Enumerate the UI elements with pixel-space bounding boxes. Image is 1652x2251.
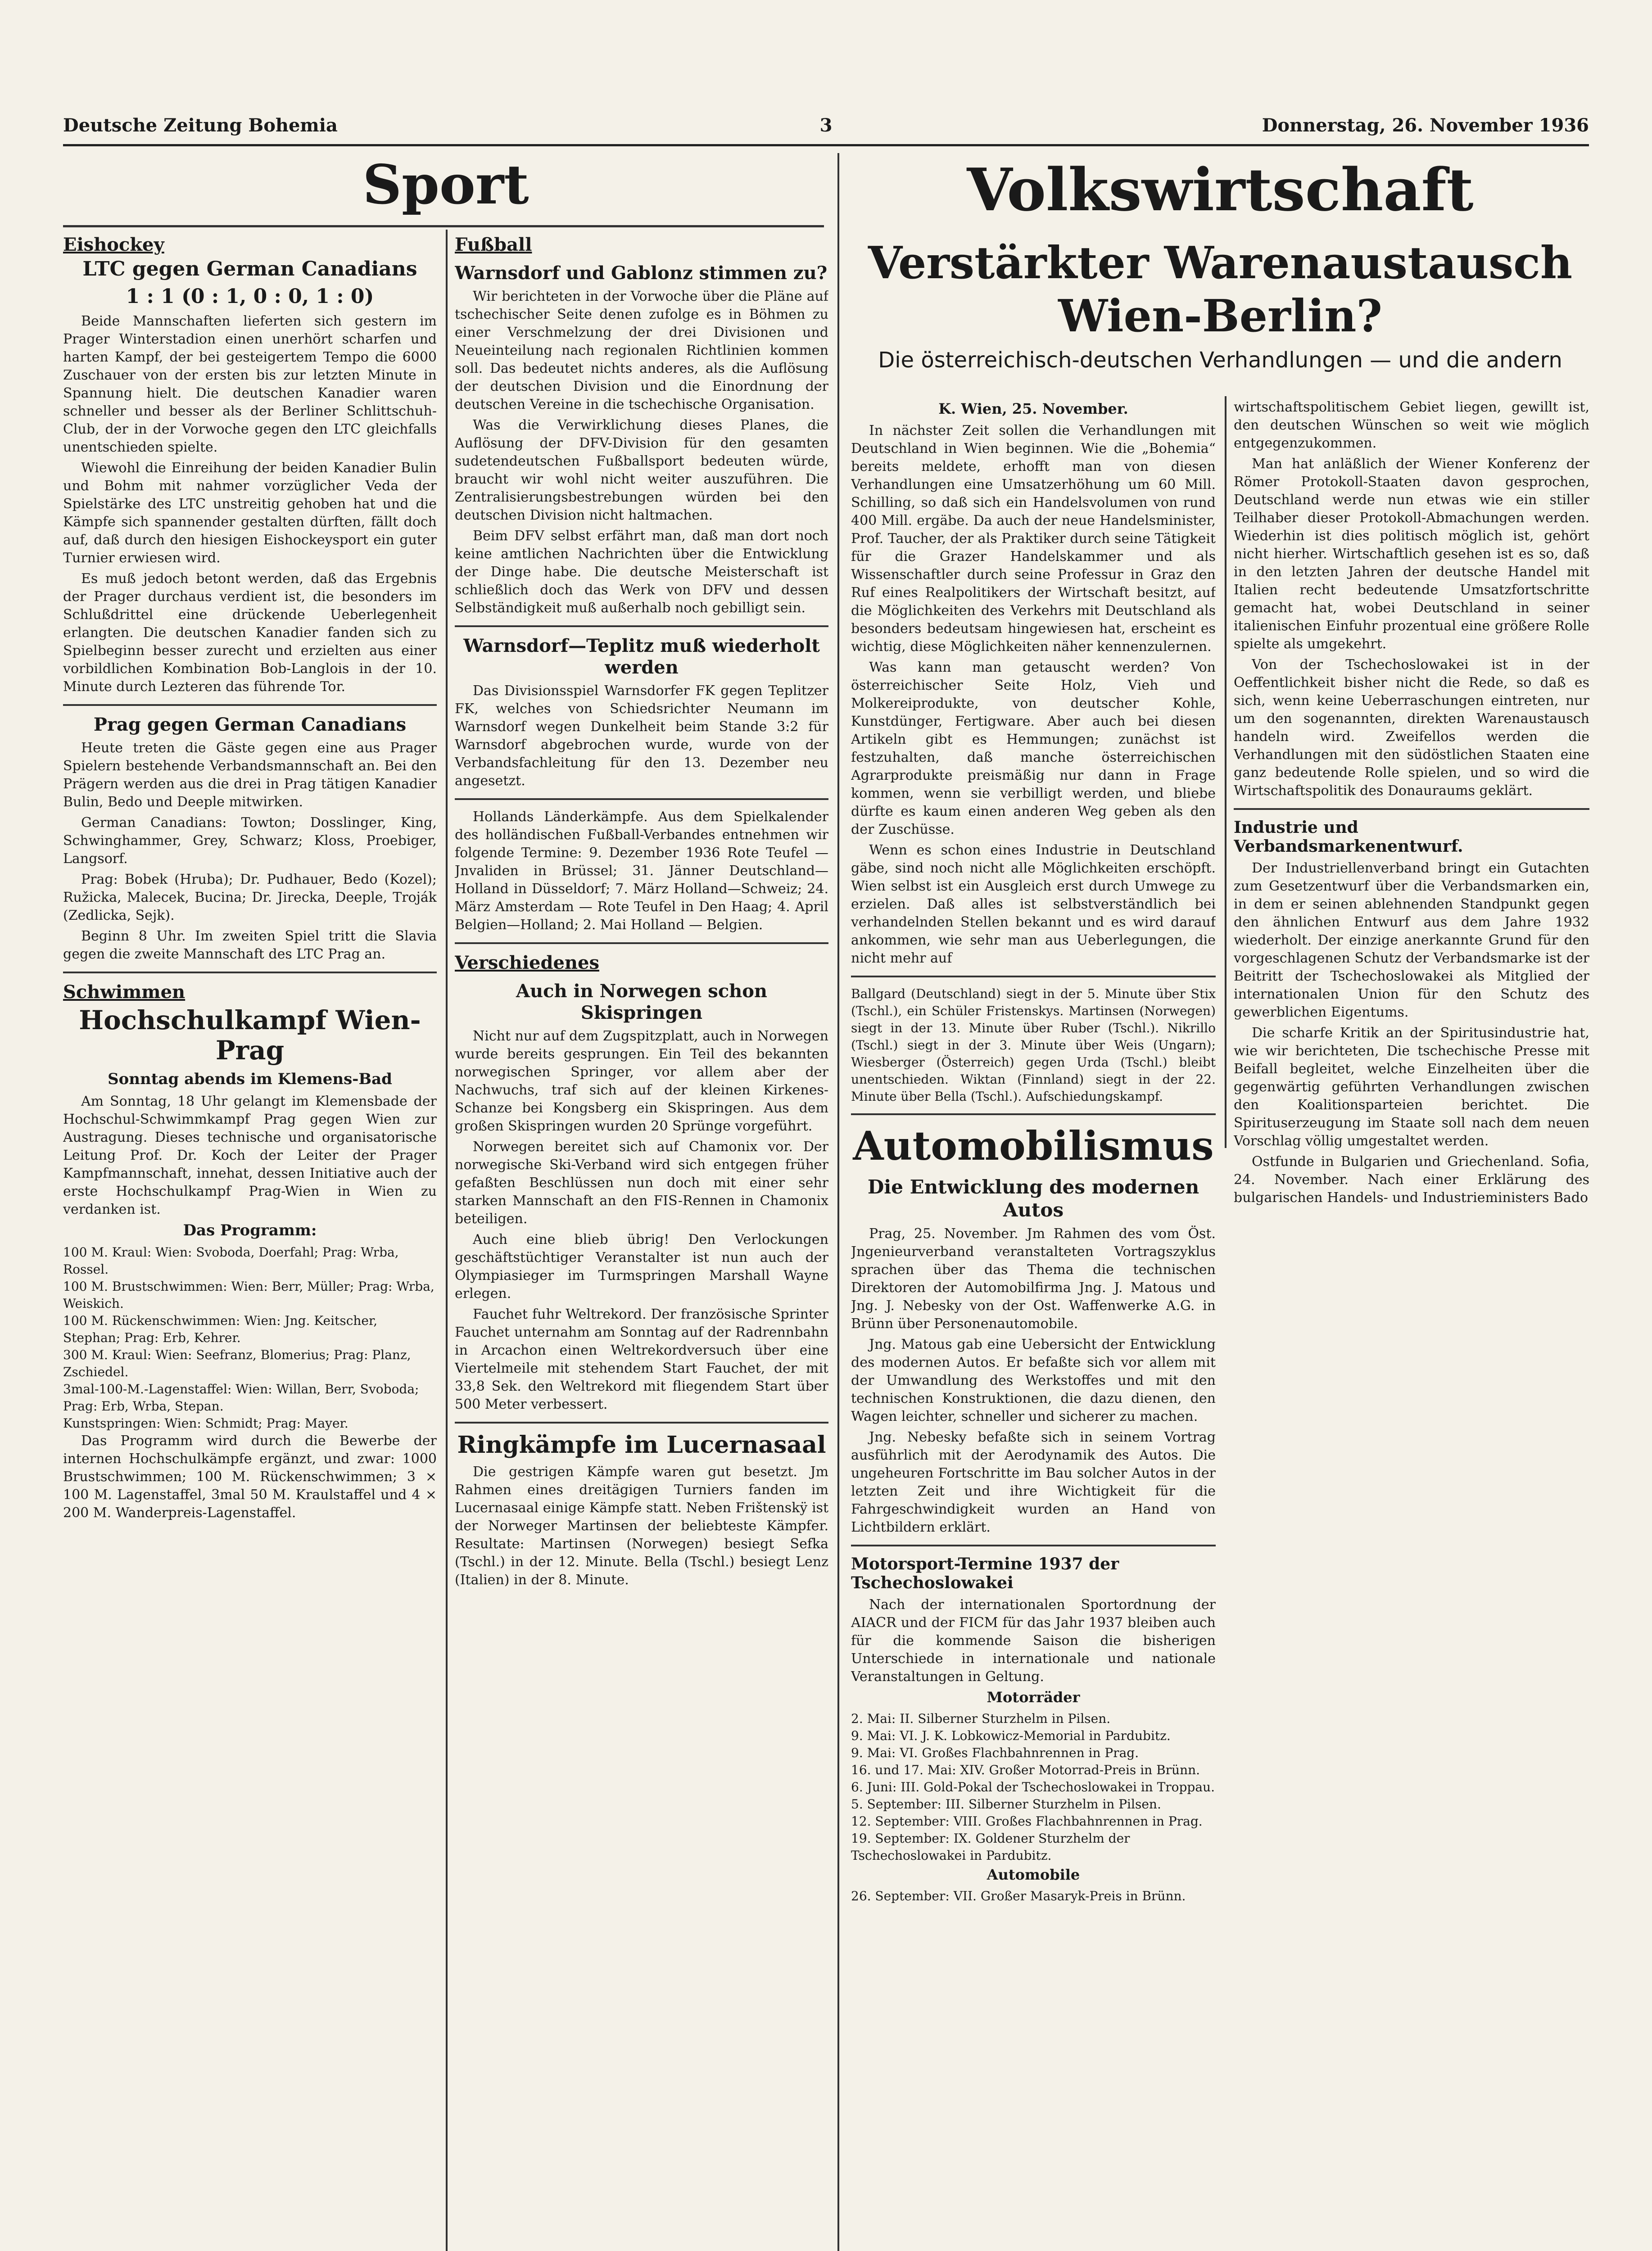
page-number: 3 [819,115,833,136]
wirtschaft-column-left [851,398,1216,2251]
termine-intro: Nach der internationalen Sportordnung der AIACR und der FICM für das Jahr 1937 bleiben auch für die kommende Saison die bisherigen Unterschiede in internationale und nationale Veranstaltungen in Geltung. [851,1596,1216,1685]
fussball-paragraph-1: Wir berichteten in der Vorwoche über die Pläne auf tschechischer Seite denen zufolge es in Böhmen zu einer Verschmelzung der drei Divisionen und Neueinteilung nach regionalen Richtlinien kommen soll. Das bedeutet nichts anderes, als die Auflösung der deutschen Division und die Einordnung der deutschen Vereine in die tschechische Organisation. [455,289,828,412]
industrie-paragraph-3: Ostfunde in Bulgarien und Griechenland. Sofia, 24. November. Nach einer Erklärung des bulgarischen Handels- und Industrieministers Bado [1234,1154,1589,1206]
divider [455,942,828,944]
program-title: Das Programm: [183,1221,317,1239]
program-item: 100 M. Brustschwimmen: Wien: Berr, Müller; Prag: Wrba, Weiskich. [63,1279,434,1311]
schwimmen-headline: Hochschulkampf Wien-Prag [79,1005,421,1066]
industrie-paragraph-2: Die scharfe Kritik an der Spiritusindustrie hat, wie wir berichteten, Die tschechische Presse mit Beifall begleitet, welche Einzelheiten über die gegenwärtig geführten Verhandlungen zwischen den Koalitionsparteien berichtet. Die Spirituserzeugung im Staate soll nach dem neuen Vorschlag völlig umgestaltet werden. [1234,1025,1589,1149]
divider [851,1545,1216,1546]
eishockey-headline: LTC gegen German Canadians [82,258,417,280]
issue-date: Donnerstag, 26. November 1936 [1262,115,1589,136]
automobilismus-paragraph-1: Prag, 25. November. Jm Rahmen des vom Öst. Jngenieurverband veranstalteten Vortragszyklus sprachen über das Thema die technischen Direktoren der Automobilfirma Jng. J. Matous und Jng. J. Nebesky von der Ost. Waffenwerke A.G. in Brünn über Personenautomobile. [851,1225,1216,1332]
fussball-rubric: Fußball [455,234,532,255]
sport-section-title: Sport [362,153,529,217]
sport-column-rule [446,230,448,2251]
wirtschaft-column-right [1234,398,1589,2251]
volkswirtschaft-section-title: Volkswirtschaft [967,155,1474,224]
divider [851,976,1216,977]
verschiedenes-paragraph-2: Norwegen bereitet sich auf Chamonix vor. Der norwegische Ski-Verband wird sich entgegen früher gefaßten Beschlüssen nun doch mit einer sehr starken Mannschaft an den FIS-Rennen in Chamonix beteiligen. [455,1139,828,1227]
eishockey-score: 1 : 1 (0 : 1, 0 : 0, 1 : 0) [126,285,374,308]
center-column-rule [837,153,839,2251]
termin-item: 2. Mai: II. Silberner Sturzhelm in Pilsen. [851,1711,1111,1726]
program-item: 100 M. Kraul: Wien: Svoboda, Doerfahl; Prag: Wrba, Rossel. [63,1244,399,1277]
termin-item: 5. September: III. Silberner Sturzhelm in Pilsen. [851,1796,1161,1812]
volkswirtschaft-head-block [851,234,1589,396]
sport-column-left [63,230,437,2251]
ringkampf-paragraph: Die gestrigen Kämpfe waren gut besetzt. Jm Rahmen eines dreitägigen Turniers fanden im Lucernasaal einige Kämpfe statt. Neben Frištenskÿ ist der Norweger Martinsen der beliebteste Kämpfer. Resultate: Martinsen (Norwegen) besiegt Sefka (Tschl.) in der 12. Minute. Bella (Tschl.) besiegt Lenz (Italien) in der 8. Minute. [455,1464,828,1588]
divider [455,798,828,800]
prag-canadians-paragraph-2: German Canadians: Towton; Dosslinger, King, Schwinghammer, Grey, Schwarz; Kloss, Proebiger, Langsorf. [63,815,437,867]
volkswirtschaft-paragraph-3: Wenn es schon eines Industrie in Deutschland gäbe, sind noch nicht alle Möglichkeiten erschöpft. Wien selbst ist ein Ausgleich erst durch Umwege zu erzielen. Daß alles ist selbstverständlich bei verhandelnden Stellen bekannt und es wird darauf ankommen, wie sehr man aus Ueberlegungen, die nicht mehr auf [851,842,1216,966]
volkswirtschaft-paragraph-1: In nächster Zeit sollen die Verhandlungen mit Deutschland in Wien beginnen. Wie die „Bohemia“ bereits meldete, erhofft man von diesen Verhandlungen eine Umsatzerhöhung um 60 Mill. Schilling, so daß sich ein Handelsvolumen von rund 400 Mill. ergäbe. Da auch der neue Handelsminister, Prof. Taucher, der als Praktiker durch seine Tätigkeit für die Grazer Handelskammer und als Wissenschaftler durch seine Professur in Graz den Ruf eines Realpolitikers der Wirtschaft besitzt, auf die Möglichkeiten des Verkehrs mit Deutschland als besonders bedeutsam hingewiesen hat, erscheint es wichtig, diese Möglichkeiten näher kennenzulernen. [851,423,1216,655]
automobile-head: Automobile [987,1866,1080,1883]
skispringen-headline: Auch in Norwegen schon Skispringen [516,981,768,1023]
program-item: 3mal-100-M.-Lagenstaffel: Wien: Willan, Berr, Svoboda; Prag: Erb, Wrba, Stepan. [63,1381,419,1414]
verschiedenes-paragraph-3: Auch eine blieb übrig! Den Verlockungen geschäftstüchtiger Veranstalter ist nun auch der Olympiasieger im Turmspringen Marshall Wayne erlegen. [455,1232,828,1302]
divider [455,1422,828,1424]
ringkampf-headline: Ringkämpfe im Lucernasaal [457,1431,826,1459]
schwimmen-paragraph-2: Das Programm wird durch die Bewerbe der internen Hochschulkämpfe ergänzt, und zwar: 1000 Brustschwimmen; 100 M. Rückenschwimmen; 3 × 100 M. Lagenstaffel, 3mal 50 M. Kraulstaffel und 4 × 200 M. Wanderpreis-Lagenstaffel. [63,1433,437,1521]
warnsdorf-headline: Warnsdorf—Teplitz muß wiederholt werden [463,635,820,678]
termin-item: 19. September: IX. Goldener Sturzhelm der Tschechoslowakei in Pardubitz. [851,1831,1130,1863]
divider [455,625,828,627]
schwimmen-rubric: Schwimmen [63,981,186,1003]
program-item: 300 M. Kraul: Wien: Seefranz, Blomerius; Prag: Planz, Zschiedel. [63,1347,411,1379]
program-item: Kunstspringen: Wien: Schmidt; Prag: Mayer. [63,1415,349,1431]
sport-title-rule [63,225,824,227]
termin-item: 26. September: VII. Großer Masaryk-Preis in Brünn. [851,1888,1186,1903]
prag-canadians-paragraph-3: Prag: Bobek (Hruba); Dr. Pudhauer, Bedo (Kozel); Ružicka, Malecek, Bucina; Dr. Jirecka, Deeple, Troják (Zedlicka, Sejk). [63,872,437,924]
header-rule [63,144,1589,146]
divider [63,704,437,706]
termin-item: 9. Mai: VI. J. K. Lobkowicz-Memorial in Pardubitz. [851,1728,1171,1743]
verschiedenes-paragraph-4: Fauchet fuhr Weltrekord. Der französische Sprinter Fauchet unternahm am Sonntag auf der Radrennbahn in Arcachon einen Weltrekordversuch über eine Viertelmeile mit stehendem Start Fauchet, der mit 33,8 Sek. den Weltrekord mit fliegendem Start über 500 Meter verbessert. [455,1306,828,1412]
volkswirtschaft-paragraph-2: Was kann man getauscht werden? Von österreichischer Seite Holz, Vieh und Molkereiprodukte, von deutscher Kohle, Kunstdünger, Fertigware. Aber auch bei diesen Artikeln gibt es Hemmungen; zunächst ist festzuhalten, daß manche österreichischen Agrarprodukte preismäßig nur dann in Frage kommen, wenn sie verbilligt werden, und bliebe dürfte es kaum einen anderen Weg geben als den der Zuschüsse. [851,660,1216,837]
dateline: K. Wien, 25. November. [938,400,1128,417]
termin-item: 16. und 17. Mai: XIV. Großer Motorrad-Preis in Brünn. [851,1762,1200,1777]
eishockey-rubric: Eishockey [63,234,164,255]
volkswirtschaft-paragraph-6: Von der Tschechoslowakei ist in der Oeffentlichkeit bisher nicht die Rede, so daß es sich, wenn keine Ueberraschungen eintreten, nur um den sogenannten, direkten Warenaustausch handeln wird. Zweifellos werden die Verhandlungen mit den südöstlichen Staaten eine ganz bedeutende Rolle spielen, und so wird die Wirtschaftspolitik des Donauraums geklärt. [1234,657,1589,799]
eishockey-paragraph-2: Wiewohl die Einreihung der beiden Kanadier Bulin und Bohm mit nahmer vorzüglicher Veda der Spielstärke des LTC unstreitig gehoben hat und die Kämpfe sich spannender gestalten dürften, fällt doch auf, daß durch den hiesigen Eishockeysport ein guter Turnier erwiesen wird. [63,460,437,566]
industrie-paragraph-1: Der Industriellenverband bringt ein Gutachten zum Gesetzentwurf über die Verbandsmarken ein, in dem er seinen ablehnenden Standpunkt gegen den ähnlichen Entwurf aus dem Jahre 1932 wiederholt. Der einzige anerkannte Grund für den vorgeschlagenen Schutz der Verbandsmarke ist der Beitritt der Tschechoslowakei als Mitglied der internationalen Union für den Schutz des gewerblichen Eigentums. [1234,860,1589,1020]
schwimmen-paragraph-1: Am Sonntag, 18 Uhr gelangt im Klemensbade der Hochschul-Schwimmkampf Prag gegen Wien zur Austragung. Dieses technische und organisatorische Leitung Prof. Dr. Koch der Leiter der Prager Kampfmannschaft, innehat, dessen Initiative auch der erste Hochschulkampf Prag-Wien in Wien zu verdanken ist. [63,1093,437,1217]
eishockey-paragraph-3: Es muß jedoch betont werden, daß das Ergebnis der Prager durchaus verdient ist, die besonders im Schlußdrittel eine drückende Ueberlegenheit erlangten. Die deutschen Kanadier fanden sich zu Spielbeginn besser zurecht und erzielten aus einer vorbildlichen Kombination Bob-Langlois in der 10. Minute durch Lezteren das führende Tor. [63,571,437,695]
automobilismus-paragraph-2: Jng. Matous gab eine Uebersicht der Entwicklung des modernen Autos. Er befaßte sich vor allem mit der Umwandlung des Werkstoffes und mit den technischen Konstruktionen, die dazu dienen, den Wagen leichter, schneller und sicherer zu machen. [851,1336,1216,1424]
divider [63,972,437,973]
verschiedenes-paragraph-1: Nicht nur auf dem Zugspitzplatt, auch in Norwegen wurde bereits gesprungen. Ein Teil des bekannten norwegischen Springer, vor allem aber der Nachwuchs, traf sich auf der kleinen Kirkenes-Schanze bei Kongsberg ein Skispringen. Aus dem großen Skispringen wurden 20 Sprünge vorgeführt. [455,1028,828,1134]
termin-item: 12. September: VIII. Großes Flachbahnrennen in Prag. [851,1813,1203,1829]
volkswirtschaft-paragraph-5: Man hat anläßlich der Wiener Konferenz der Römer Protokoll-Staaten davon gesprochen, Deutschland werde nun etwas wie ein stiller Teilhaber dieser Protokoll-Abmachungen werden. Wiederhin ist dies politisch möglich ist, gehört nicht hierher. Wirtschaftlich gesehen ist es so, daß in den letzten Jahren der deutsche Handel mit Italien recht bedeutende Umsatzfortschritte gemacht hat, wobei Deutschland in seiner italienischen Einfuhr prozentual eine größere Rolle spielte als umgekehrt. [1234,456,1589,652]
verschiedenes-rubric: Verschiedenes [455,952,599,973]
page-header [63,115,1589,142]
prag-canadians-paragraph-4: Beginn 8 Uhr. Im zweiten Spiel tritt die Slavia gegen die zweite Mannschaft des LTC Prag an. [63,928,437,963]
volkswirtschaft-headline: Verstärkter Warenaustausch Wien-Berlin? [868,237,1573,342]
volkswirtschaft-paragraph-4: wirtschaftspolitischem Gebiet liegen, gewillt ist, den deutschen Wünschen so weit wie möglich entgegenzukommen. [1234,399,1589,451]
schwimmen-subheadline: Sonntag abends im Klemens-Bad [108,1070,392,1088]
newspaper-name: Deutsche Zeitung Bohemia [63,115,338,136]
divider [1234,808,1589,810]
termin-item: 9. Mai: VI. Großes Flachbahnrennen in Prag. [851,1745,1139,1760]
eishockey-paragraph-1: Beide Mannschaften lieferten sich gestern im Prager Winterstadion einen unerhört scharfen und harten Kampf, der bei gesteigertem Tempo die 6000 Zuschauer von der ersten bis zur letzten Minute in Spannung hielt. Die deutschen Kanadier waren schneller und besser als der Berliner Schlittschuh-Club, der in der Vorwoche gegen den LTC gleichfalls unentschieden spielte. [63,313,437,456]
holland-paragraph: Hollands Länderkämpfe. Aus dem Spielkalender des holländischen Fußball-Verbandes entnehmen wir folgende Termine: 9. Dezember 1936 Rote Teufel — Jnvaliden in Brüssel; 31. Jänner Deutschland—Holland in Düsseldorf; 7. März Holland—Schweiz; 24. März Amsterdam — Rote Teufel in Den Haag; 4. April Belgien—Holland; 2. Mai Holland — Belgien. [455,809,828,933]
warnsdorf-paragraph: Das Divisionsspiel Warnsdorfer FK gegen Teplitzer FK, welches von Schiedsrichter Neumann im Warnsdorf wegen Dunkelheit beim Stande 3:2 für Warnsdorf abgebrochen wurde, wurde von der Verbandsfachleitung für den 13. Dezember neu angesetzt. [455,683,828,789]
sport-column-right [455,230,828,2251]
fussball-headline: Warnsdorf und Gablonz stimmen zu? [455,262,828,284]
ballgard-paragraph: Ballgard (Deutschland) siegt in der 5. Minute über Stix (Tschl.), ein Schüler Fristenskys. Martinsen (Norwegen) siegt in der 13. Minute über Ruber (Tschl.). Nikrillo (Tschl.) siegt in der 3. Minute über Weis (Ungarn); Wiesberger (Österreich) gegen Urda (Tschl.) bleibt unentschieden. Wiktan (Finnland) siegt in der 22. Minute über Bella (Tschl.). Aufschiedungskampf. [851,986,1216,1104]
termin-item: 6. Juni: III. Gold-Pokal der Tschechoslowakei in Troppau. [851,1779,1215,1794]
prag-canadians-headline: Prag gegen German Canadians [93,714,407,736]
industrie-headline: Industrie und Verbandsmarkenentwurf. [1234,818,1463,856]
automobilismus-paragraph-3: Jng. Nebesky befaßte sich in seinem Vortrag ausführlich mit der Aerodynamik des Autos. Die ungeheuren Fortschritte im Bau solcher Autos in der letzten Zeit und ihre Wichtigkeit für die Fahrgeschwindigkeit wurden an Hand von Lichtbildern erklärt. [851,1429,1216,1535]
automobilismus-headline: Die Entwicklung des modernen Autos [867,1176,1199,1221]
fussball-paragraph-2: Was die Verwirklichung dieses Planes, die Auflösung der DFV-Division für den gesamten sudetendeutschen Fußballsport bedeuten würde, braucht wir wohl nicht weiter auszuführen. Die Zentralisierungsbestrebungen würden bei den deutschen Division nicht haltmachen. [455,417,828,523]
divider [851,1113,1216,1115]
wirtschaft-column-rule [1225,396,1227,1148]
volkswirtschaft-subheadline: Die österreichisch-deutschen Verhandlungen — und die andern [878,348,1562,373]
prag-canadians-paragraph-1: Heute treten die Gäste gegen eine aus Prager Spielern bestehende Verbandsmannschaft an. Bei den Prägern werden aus die drei in Prag tätigen Kanadier Bulin, Bedo und Deeple mitwirken. [63,740,437,810]
fussball-paragraph-3: Beim DFV selbst erfährt man, daß man dort noch keine amtlichen Nachrichten über die Entwicklung der Dinge habe. Die deutsche Meisterschaft ist schließlich doch das Werk von DFV und dessen Selbständigkeit muß außerhalb noch gebilligt sein. [455,528,828,616]
program-item: 100 M. Rückenschwimmen: Wien: Jng. Keitscher, Stephan; Prag: Erb, Kehrer. [63,1313,378,1345]
termine-headline: Motorsport-Termine 1937 der Tschechoslowakei [851,1554,1119,1592]
automobilismus-title: Automobilismus [853,1122,1214,1169]
motorraeder-head: Motorräder [987,1688,1080,1706]
